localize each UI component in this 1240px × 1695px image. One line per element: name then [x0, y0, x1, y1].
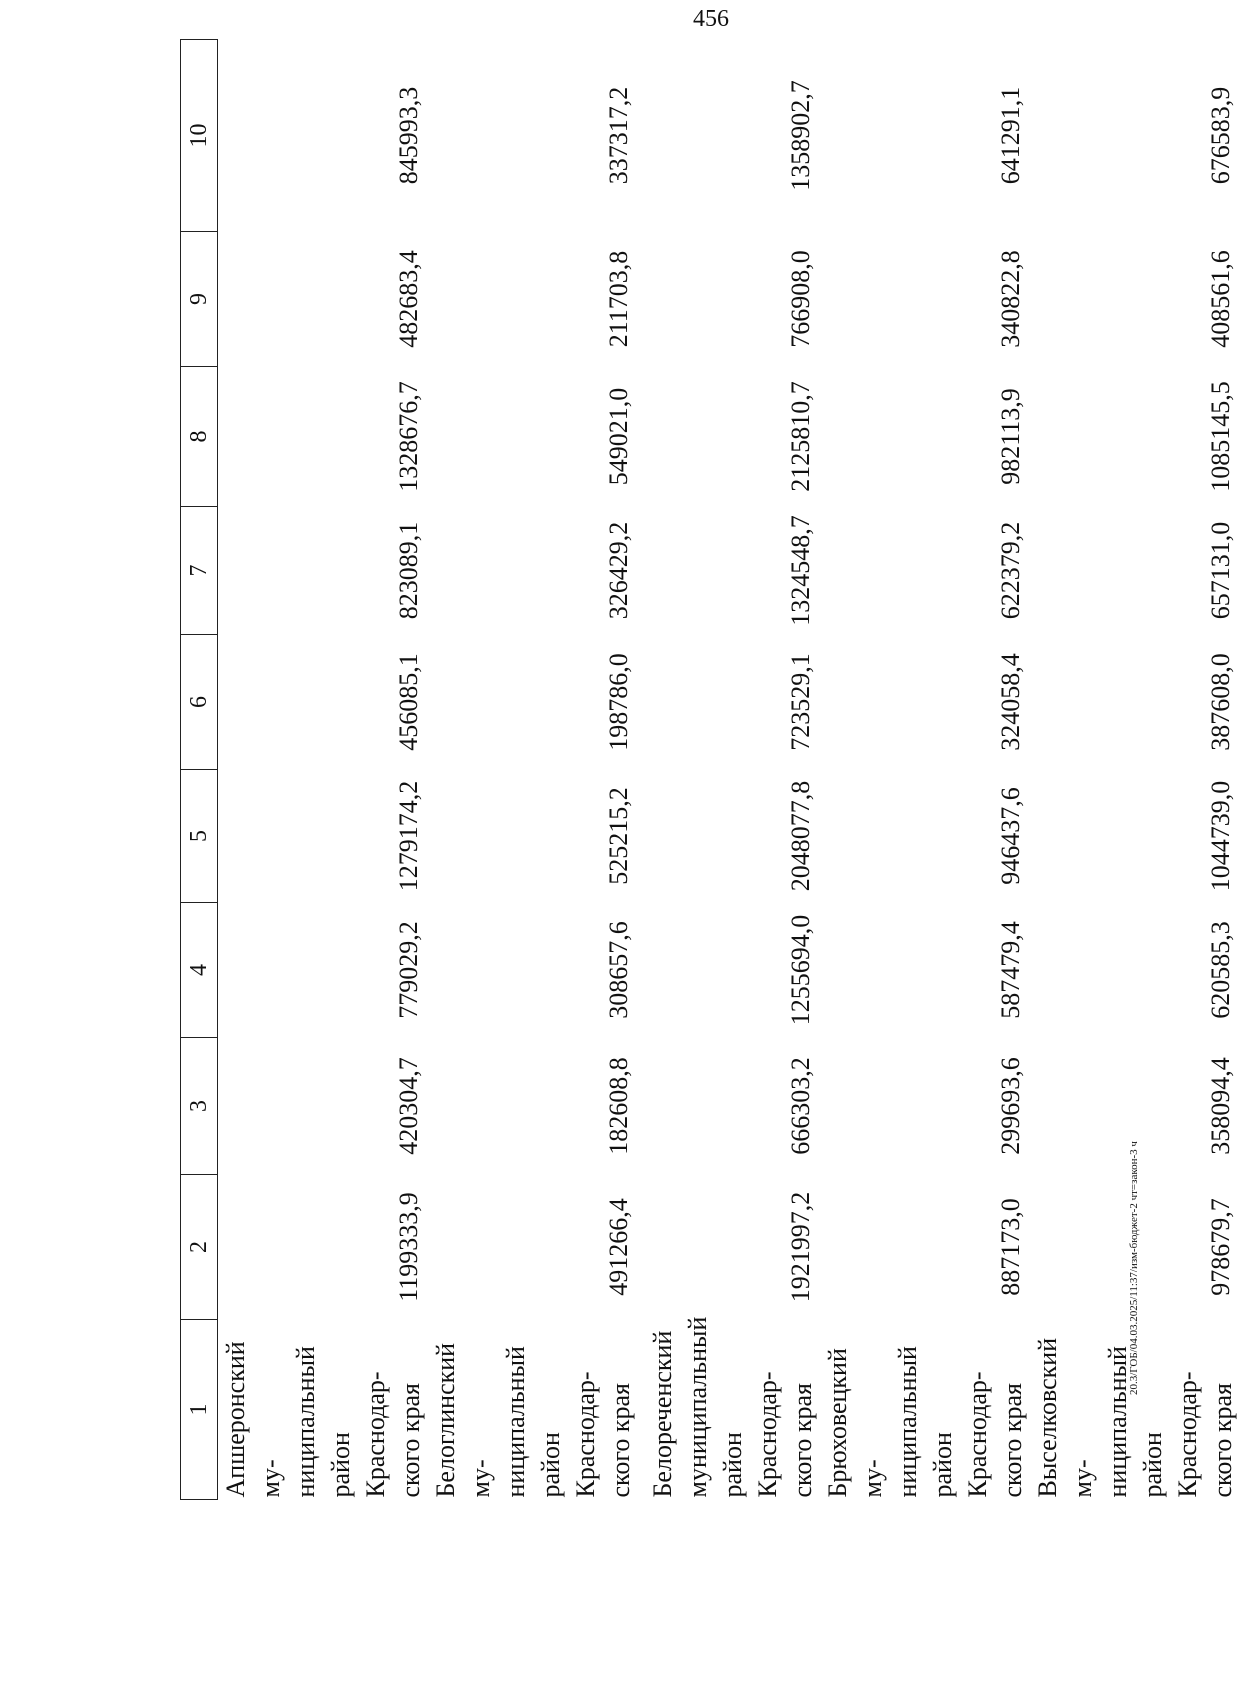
district-name-cell [218, 1320, 429, 1500]
district-name-line: район Краснодар- [1138, 1371, 1202, 1498]
value-cell: 308657,6 [604, 921, 633, 1019]
district-name-line: Выселковский му- [1033, 1337, 1097, 1498]
district-name-line: Белоглинский му- [431, 1342, 495, 1498]
value-cell: 1921997,2 [786, 1191, 815, 1303]
column-header: 2 [181, 1175, 218, 1320]
table-row [638, 40, 820, 1500]
value-cell: 1328676,7 [394, 381, 423, 492]
value-cell: 823089,1 [394, 521, 423, 620]
value-cell: 358094,4 [1206, 1057, 1235, 1155]
district-name-line: ского края [998, 1383, 1027, 1498]
value-cell: 1255694,0 [786, 914, 815, 1026]
column-header: 9 [181, 232, 218, 367]
district-name-line: Брюховецкий му- [823, 1348, 887, 1498]
value-cell: 420304,7 [394, 1057, 423, 1155]
value-cell: 456085,1 [394, 653, 423, 751]
value-cell: 525215,2 [604, 787, 633, 885]
value-cell: 657131,0 [1206, 521, 1235, 620]
district-name-cell [428, 1320, 638, 1500]
document-footer-code: 20.3/ГОБ/04.03.2025/11:37/изм-бюджет-2 чт=закон-3 ч [1128, 1141, 1140, 1395]
column-header: 6 [181, 635, 218, 770]
budget-table [180, 39, 1240, 1500]
district-name-line: ниципальный [501, 1346, 530, 1498]
value-cell: 491266,4 [604, 1198, 633, 1296]
value-cell: 946437,6 [996, 787, 1025, 885]
district-name-cell [820, 1320, 1030, 1500]
value-cell: 182608,8 [604, 1057, 633, 1155]
value-cell: 299693,6 [996, 1057, 1025, 1155]
value-cell: 887173,0 [996, 1198, 1025, 1296]
table-header-row [181, 40, 218, 1500]
value-cell: 337317,2 [604, 86, 633, 185]
table-row [428, 40, 638, 1500]
value-cell: 779029,2 [394, 921, 423, 1019]
value-cell: 387608,0 [1206, 653, 1235, 751]
district-name-line: ского края [1208, 1383, 1237, 1498]
value-cell: 326429,2 [604, 521, 633, 620]
value-cell: 549021,0 [604, 387, 633, 486]
value-cell: 1044739,0 [1206, 780, 1235, 892]
column-header: 4 [181, 903, 218, 1038]
value-cell: 622379,2 [996, 521, 1025, 620]
district-name-line: район Краснодар- [928, 1371, 992, 1498]
table-row [218, 40, 429, 1500]
district-name-line: Апшеронский му- [221, 1341, 285, 1498]
value-cell: 211703,8 [604, 250, 633, 348]
district-name-line: ниципальный [893, 1346, 922, 1498]
value-cell: 1358902,7 [786, 80, 815, 191]
value-cell: 666303,2 [786, 1057, 815, 1155]
value-cell: 2125810,7 [786, 381, 815, 492]
district-name-line: ниципальный [1103, 1346, 1132, 1498]
column-header: 5 [181, 770, 218, 903]
value-cell: 620585,3 [1206, 921, 1235, 1019]
value-cell: 845993,3 [394, 86, 423, 185]
district-name-line: ниципальный [291, 1346, 320, 1498]
page-number: 456 [693, 6, 729, 32]
district-name-line: Белореченский [648, 1330, 677, 1498]
value-cell: 978679,7 [1206, 1198, 1235, 1296]
value-cell: 723529,1 [786, 653, 815, 751]
value-cell: 340822,8 [996, 250, 1025, 348]
value-cell: 408561,6 [1206, 250, 1235, 348]
district-name-line: муниципальный [683, 1316, 712, 1498]
column-header: 3 [181, 1038, 218, 1175]
district-name-line: район Краснодар- [536, 1371, 600, 1498]
district-name-line: район Краснодар- [718, 1371, 782, 1498]
value-cell: 324058,4 [996, 653, 1025, 751]
value-cell: 766908,0 [786, 250, 815, 348]
district-name-line: ского края [788, 1383, 817, 1498]
column-header: 1 [181, 1320, 218, 1500]
district-name-cell [638, 1316, 820, 1500]
value-cell: 676583,9 [1206, 86, 1235, 185]
value-cell: 1085145,5 [1206, 381, 1235, 492]
value-cell: 641291,1 [996, 86, 1025, 185]
value-cell: 1199333,9 [394, 1192, 423, 1302]
value-cell: 1279174,2 [394, 780, 423, 892]
value-cell: 1324548,7 [786, 515, 815, 626]
column-header: 7 [181, 507, 218, 635]
value-cell: 482683,4 [394, 250, 423, 348]
value-cell: 982113,9 [996, 388, 1025, 485]
column-header: 8 [181, 367, 218, 507]
table-row [820, 40, 1030, 1500]
district-name-line: ского края [606, 1383, 635, 1498]
value-cell: 198786,0 [604, 653, 633, 751]
value-cell: 587479,4 [996, 921, 1025, 1019]
column-header: 10 [181, 40, 218, 232]
district-name-line: район Краснодар- [326, 1371, 390, 1498]
district-name-line: ского края [396, 1383, 425, 1498]
value-cell: 2048077,8 [786, 780, 815, 892]
